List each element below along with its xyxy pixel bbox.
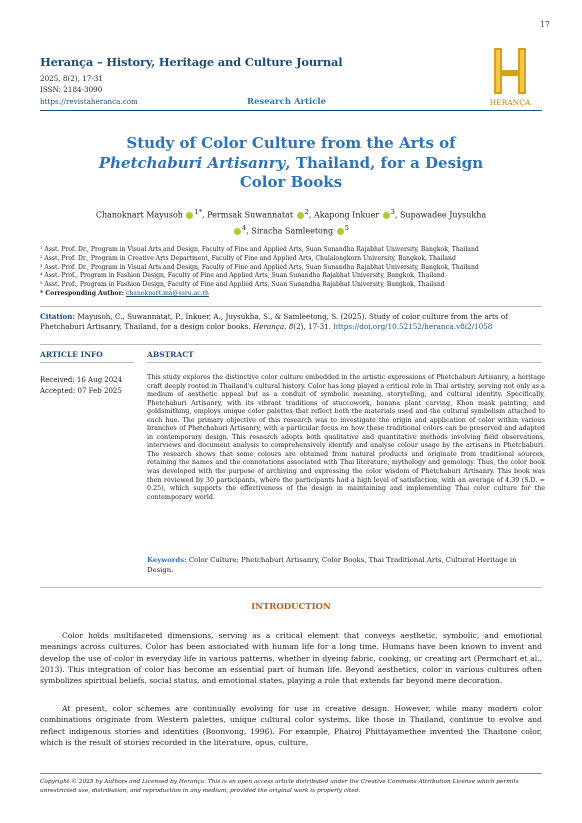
keywords-label: Keywords: xyxy=(147,556,187,564)
volume-info: 2025, 8(2), 17-31 xyxy=(40,74,103,83)
author-mark: 1* xyxy=(194,208,203,216)
header-divider xyxy=(40,110,542,111)
abstract-rule xyxy=(147,362,542,363)
received-date: Received: 16 Aug 2024 xyxy=(40,376,123,384)
introduction-heading: INTRODUCTION xyxy=(251,602,331,612)
affiliation-item: ³ Asst. Prof. Dr., Program in Visual Arts and Design, Faculty of Fine and Applied Arts, Suan Sunandha Rajabhat University, Bangkok, Thailand xyxy=(40,263,479,271)
author-name: Chanoknart Mayusoh xyxy=(95,210,183,220)
title-line-3: Color Books xyxy=(239,173,343,191)
citation-top-divider xyxy=(40,306,542,307)
title-line-2 xyxy=(40,154,542,174)
intro-paragraph-2: At present, color schemes are continually evolving for use in creative design. However, while many modern color combinations originate from Western palettes, unique cultural color systems, like those in Thailand, continue to evolve and reflect indigenous stories and identities (Boonvong, 1996). For example, Phairoj Phittayamethee invented the Thaitone color, which is the result of stories recorded in the literature, opus, culture, xyxy=(40,704,542,748)
orcid-icon[interactable] xyxy=(337,228,344,235)
article-info-heading: ARTICLE INFO xyxy=(40,350,103,359)
author-name: Supawadee Juysukha xyxy=(399,210,487,220)
doi-link[interactable]: https://doi.org/10.52152/heranca.v8i2/1058 xyxy=(333,322,493,331)
orcid-icon[interactable] xyxy=(234,228,241,235)
info-top-divider xyxy=(40,344,542,345)
title-line-2-rest: , Thailand, for a Design xyxy=(285,153,484,172)
corresponding-author xyxy=(40,290,550,299)
author-name: Permsak Suwannatat xyxy=(207,210,294,220)
accepted-date: Accepted: 07 Feb 2025 xyxy=(40,386,122,395)
page-number: 17 xyxy=(539,20,550,29)
heranca-logo xyxy=(486,44,534,108)
intro-top-divider xyxy=(40,587,542,588)
abstract-heading: ABSTRACT xyxy=(147,350,194,359)
title-italic-part: Phetchaburi Artisanry xyxy=(98,153,286,172)
author-list: Chanoknart Mayusoh $^{1*}$, Permsak Suwannatat $^2$, Akapong Inkuer $^3$, Supawadee Juysukha $^4$, Siracha Samleetong $^5$ xyxy=(95,208,487,236)
citation-text: Mayusoh, C., Suwannatat, P., Inkuer, A., Juysukha, S., & Samleetong, S. (2025). Study of color culture from the arts of Phetchaburi Artisanry, Thailand, for a design color books. xyxy=(40,312,508,331)
affiliation-item: ¹ Asst. Prof. Dr., Program in Visual Arts and Design, Faculty of Fine and Applied Arts, Suan Sunandha Rajabhat University, Bangkok, Thailand xyxy=(40,246,479,253)
author-mark: 4 xyxy=(242,223,247,232)
orcid-icon[interactable] xyxy=(186,212,193,219)
keywords-text: Color Culture; Phetchaburi Artisanry, Color Books, Thai Traditional Arts, Cultural Heritage in Design. xyxy=(147,556,517,574)
dates-block xyxy=(40,375,122,396)
affiliations xyxy=(40,246,550,299)
keywords-block xyxy=(147,555,545,575)
citation-label: Citation: xyxy=(40,312,76,321)
author-mark: 5 xyxy=(344,223,349,232)
author-mark: 2 xyxy=(304,208,309,216)
author-mark: 3 xyxy=(390,208,395,216)
article-info-rule xyxy=(40,362,134,363)
logo-wordmark: HERANÇA xyxy=(489,98,531,107)
copyright-footer: Copyright © 2025 by Authors and Licensed by Herança. This is an open access article distributed under the Creative Commons Attribution License which permits unrestricted use, distribution, and reproduction in any medium, provided the original work is properly cited. xyxy=(40,779,519,794)
journal-url-link[interactable]: https://revistaheranca.com xyxy=(40,97,138,106)
corresponding-email-link[interactable]: chanoknart.ma@ssru.ac.th xyxy=(125,289,209,297)
orcid-icon[interactable] xyxy=(383,212,390,219)
article-type: Research Article xyxy=(247,97,327,107)
corresponding-label: * Corresponding Author: xyxy=(40,289,125,297)
citation-block xyxy=(40,312,545,332)
footer-divider xyxy=(40,773,542,774)
issn: ISSN: 2184-3090 xyxy=(40,85,103,94)
author-name: Siracha Samleetong xyxy=(251,226,334,236)
affiliation-item: ² Asst. Prof. Dr., Program in Creative Arts Department, Faculty of Fine and Applied Arts, Chulalongkorn University, Bangkok, Thailand xyxy=(40,254,456,262)
citation-journal: Herança, 8 xyxy=(252,322,294,331)
title-line-1: Study of Color Culture from the Arts of xyxy=(126,134,456,152)
journal-title: Herança – History, Heritage and Culture Journal xyxy=(40,55,343,69)
intro-paragraph-1: Color holds multifaceted dimensions, serving as a critical element that conveys aesthetic, symbolic, and emotional meanings across cultures. Color has been associated with human life for a long time. Humans have been known to invent and develop the use of color in everyday life in various patterns, whether in dyeing fabric, cooking, or creating art (Permchart et al., 2013). This integration of color has become an essential part of human life. Beyond aesthetics, color in various cultures often symbolizes spiritual beliefs, social status, and emotional states, playing a role that extends far beyond mere decoration. xyxy=(40,631,542,686)
orcid-icon[interactable] xyxy=(297,212,304,219)
citation-issue: (2), 17-31. xyxy=(293,322,332,331)
affiliation-item: ⁴ Asst. Prof., Program in Fashion Design, Faculty of Fine and Applied Arts, Suan Sunandha Rajabhat University, Bangkok, Thailand xyxy=(40,272,445,280)
author-name: Akapong Inkuer xyxy=(314,210,380,220)
article-title xyxy=(40,134,542,193)
affiliation-item: ⁵ Asst. Prof., Program in Fashion Design, Faculty of Fine and Applied Arts, Suan Sunandha Rajabhat University, Bangkok, Thailand xyxy=(40,281,445,289)
abstract-text: This study explores the distinctive color culture embedded in the artistic expressions of Phetchaburi Artisanry, a heritage craft deeply rooted in Thailand's cultural history. Color has long played a critical role in Thai artistry, serving not only as a medium of aesthetic appeal but as a conduit of symbolic meaning, storytelling, and cultural identity. Specifically, Phetchaburi Artisanry, with its vibrant traditions of stuccowork, banana plant carving, Khon mask painting, and goldsmithing, employs unique color palettes that reflect both the materials used and the cultural symbolism attached to each hue. The primary objective of this research was to investigate the origin and application of color within various branches of Phetchaburi Artisanry, with a particular focus on how these traditional colors can be preserved and adapted in contemporary design. This research adopts both qualitative and quantitative methods involving field observations, interviews and document analysis to comprehensively identify and analyse colour usage by the artisans in Phetchaburi. The research shows that some colours are obtained from natural products and originate from traditional sources, retaining the names and the connotations associated with Thai literature, mythology and gemology. Thus, the color book was developed with the purpose of archiving and expressing the color wisdom of Phetchaburi Artisanry. This book was then reviewed by 30 participants, where the participants had a high level of satisfaction, with an average of 4.39 (S.D. = 0.25), which supports the effectiveness of the design in maintaining and implementing Thai color culture for the contemporary world. xyxy=(147,373,545,501)
